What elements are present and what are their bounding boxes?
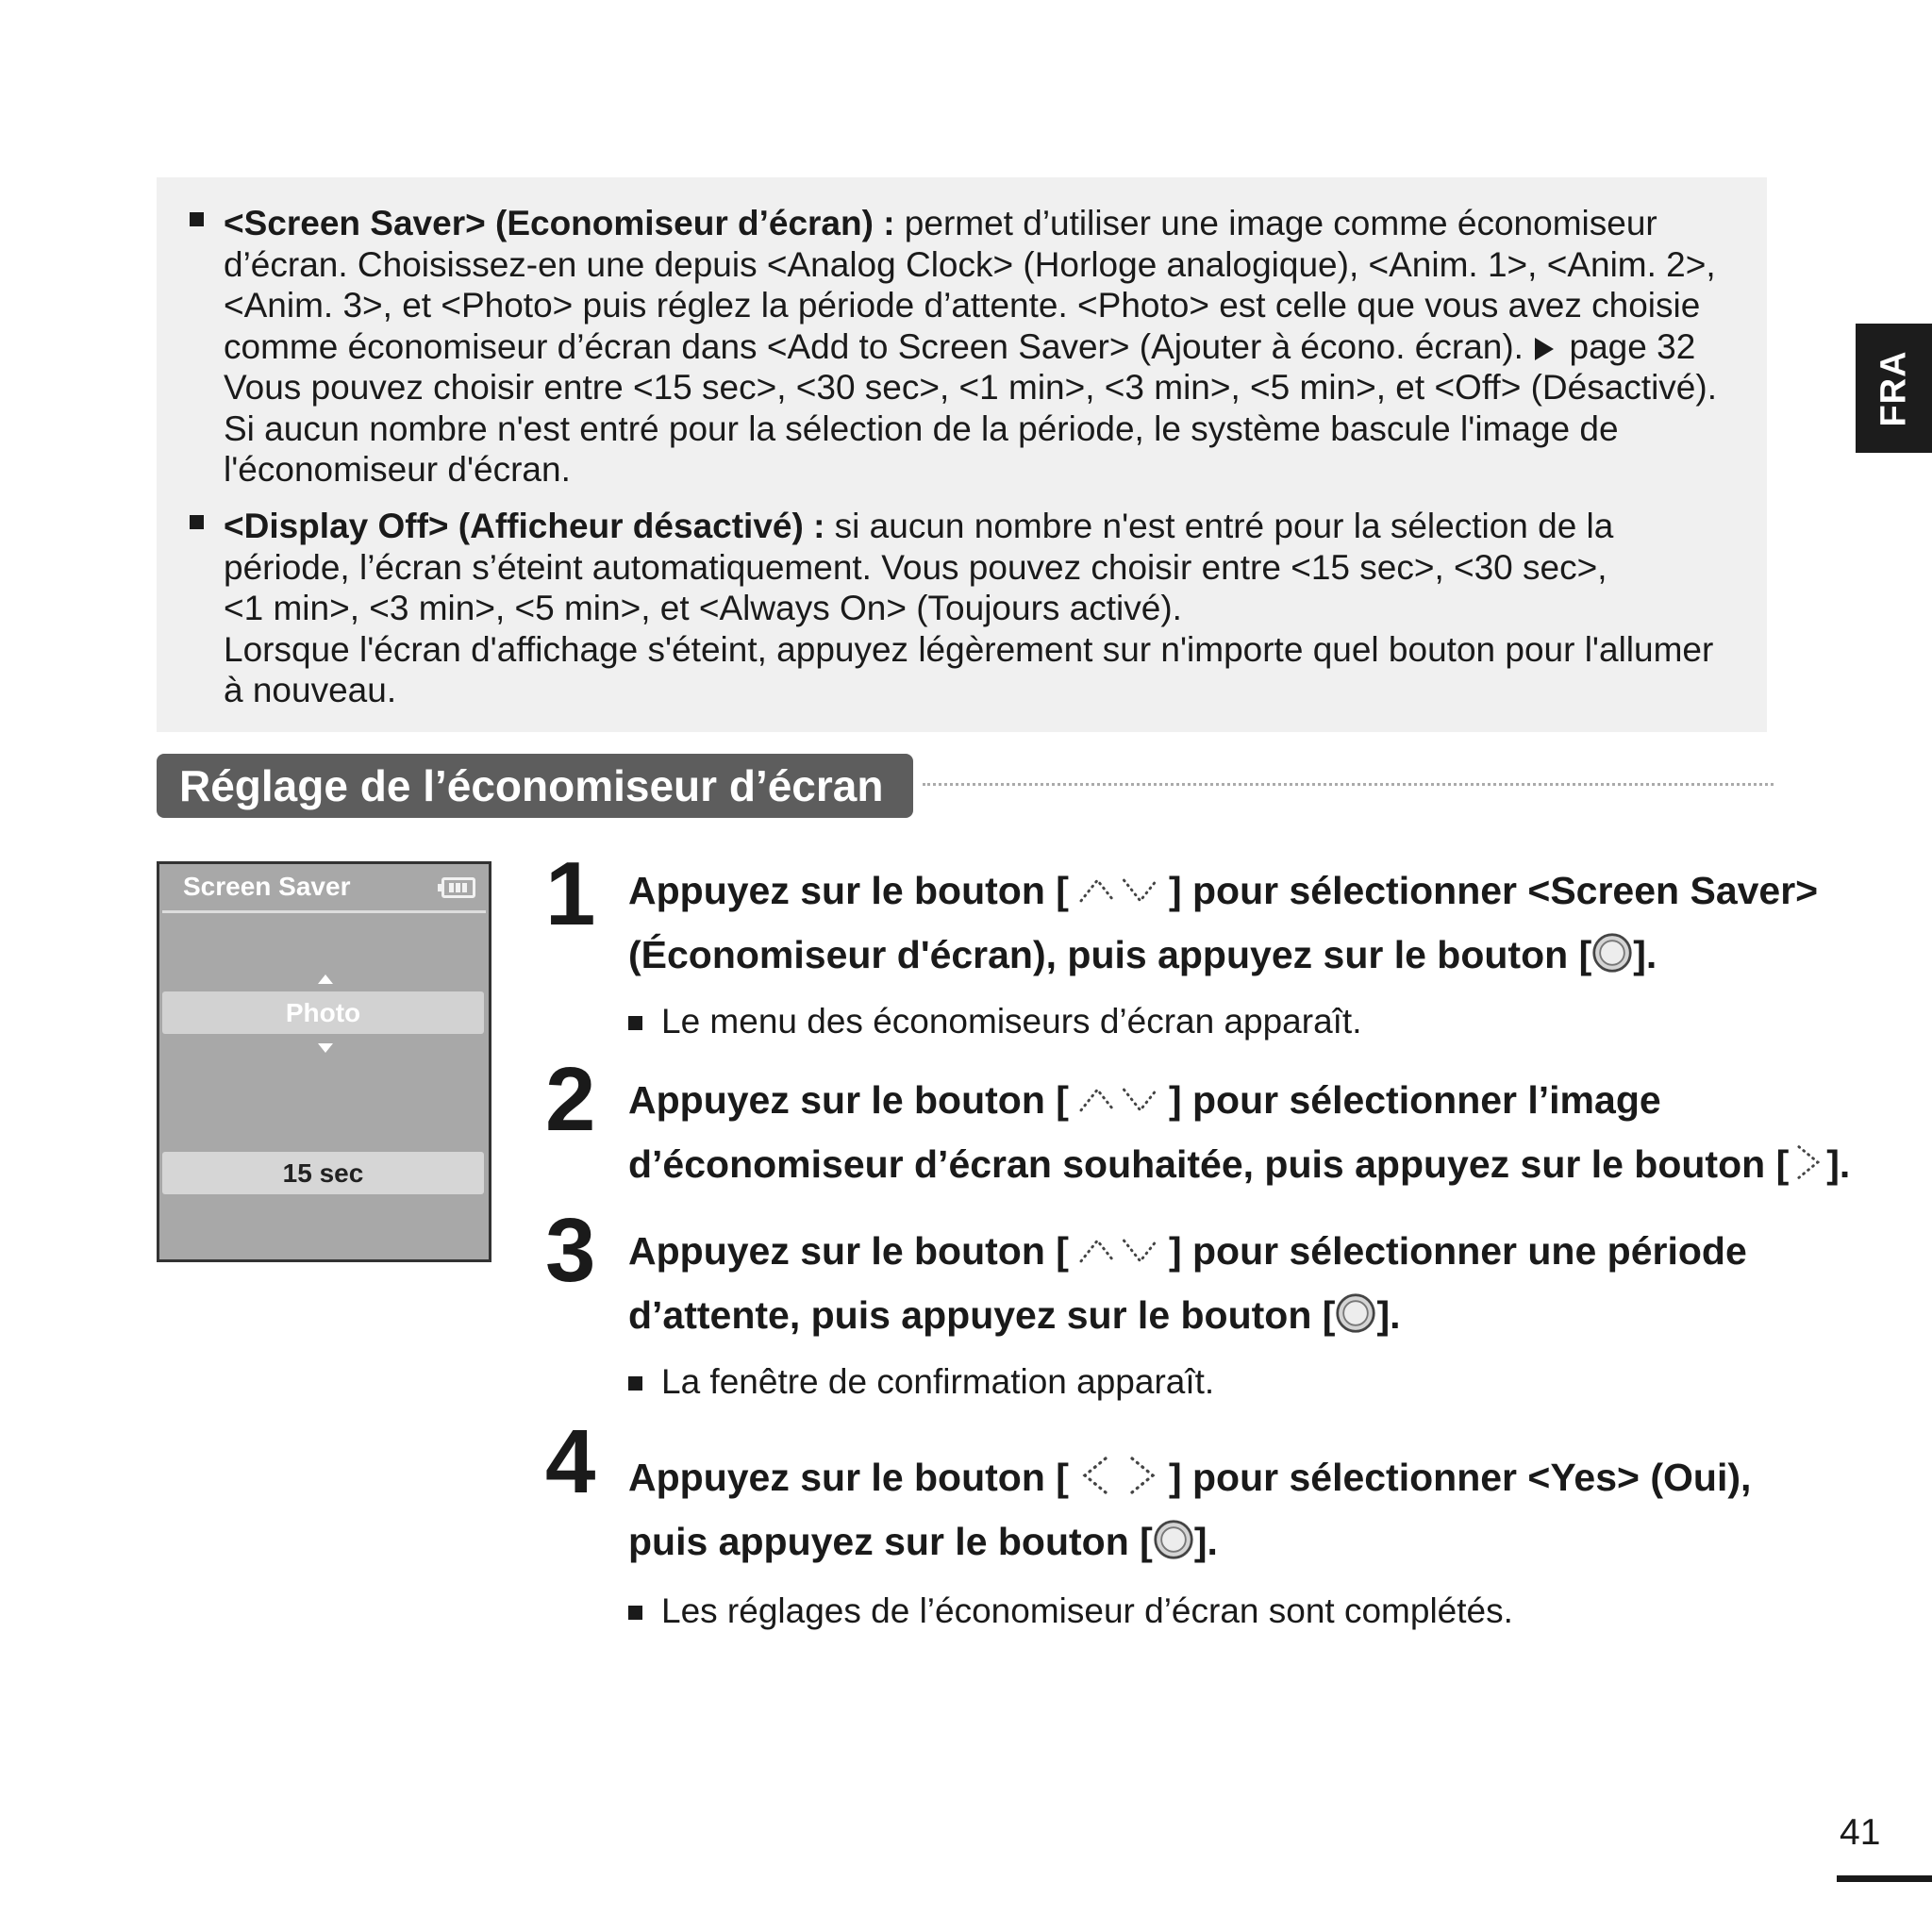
step-3-number: 3 bbox=[545, 1200, 596, 1301]
bullet-icon bbox=[190, 515, 204, 529]
right-button-icon bbox=[1789, 1141, 1826, 1183]
info-box bbox=[157, 177, 1767, 732]
step-2-text-line1: Appuyez sur le bouton [ ] pour sélectionner l’image bbox=[628, 1078, 1661, 1122]
battery-icon bbox=[441, 877, 475, 898]
step-3-text-line2: d’attente, puis appuyez sur le bouton [ ]. bbox=[628, 1293, 1401, 1337]
display-off-heading: <Display Off> (Afficheur désactivé) : bbox=[224, 507, 825, 545]
device-divider bbox=[162, 910, 486, 913]
step-4-number: 4 bbox=[545, 1411, 596, 1512]
page-reference-arrow-icon bbox=[1535, 338, 1554, 360]
step-1-note: Le menu des économiseurs d’écran apparaît. bbox=[628, 1001, 1362, 1042]
section-title: Réglage de l’économiseur d’écran bbox=[157, 754, 913, 818]
device-screen-title: Screen Saver bbox=[183, 872, 351, 901]
step-4-note: Les réglages de l’économiseur d’écran sont complétés. bbox=[628, 1591, 1513, 1632]
bullet-icon bbox=[190, 212, 204, 226]
step-1-text-line1: Appuyez sur le bouton [ ] pour sélectionner <Screen Saver> bbox=[628, 869, 1819, 912]
up-down-button-icon bbox=[1069, 1081, 1169, 1119]
step-2-number: 2 bbox=[545, 1049, 596, 1150]
select-button-icon bbox=[1153, 1519, 1194, 1560]
up-down-button-icon bbox=[1069, 1232, 1169, 1270]
bullet-icon bbox=[628, 1016, 642, 1030]
arrow-up-icon bbox=[318, 974, 333, 984]
page-rule bbox=[1837, 1875, 1932, 1882]
page-number: 41 bbox=[1840, 1812, 1881, 1853]
up-down-button-icon bbox=[1069, 872, 1169, 909]
left-right-button-icon bbox=[1069, 1455, 1169, 1496]
language-tab: FRA bbox=[1856, 324, 1932, 453]
step-4-text-line2: puis appuyez sur le bouton [ ]. bbox=[628, 1520, 1218, 1563]
bullet-icon bbox=[628, 1376, 642, 1391]
screen-saver-option: Photo bbox=[162, 991, 484, 1034]
dotted-divider bbox=[923, 783, 1774, 786]
page-reference: page 32 bbox=[1559, 326, 1696, 366]
step-1-text-line2: (Économiseur d'écran), puis appuyez sur le bouton [ ]. bbox=[628, 933, 1657, 976]
bullet-icon bbox=[628, 1606, 642, 1620]
step-3-note: La fenêtre de confirmation apparaît. bbox=[628, 1361, 1214, 1403]
screen-saver-heading: <Screen Saver> (Economiseur d’écran) : bbox=[224, 204, 895, 242]
select-button-icon bbox=[1591, 932, 1633, 974]
display-off-description: <Display Off> (Afficheur désactivé) : si aucun nombre n'est entré pour la sélection de la période, l’écran s’éteint automatiquement. Vous pouvez choisir entre <15 sec>, <30 sec>, <1 min>, <3 min>, <5 min>, et <Always On> (Toujours activé). Lorsque l'écran d'affichage s'éteint, appuyez légèrement sur n'importe quel bouton pour l'allumer à nouveau. bbox=[224, 506, 1748, 711]
select-button-icon bbox=[1335, 1292, 1376, 1334]
wait-time-option: 15 sec bbox=[162, 1152, 484, 1194]
screen-saver-description: <Screen Saver> (Economiseur d’écran) : permet d’utiliser une image comme économiseur d’écran. Choisissez-en une depuis <Analog Clock> (Horloge analogique), <Anim. 1>, <Anim. 2>, <Anim. 3>, et <Photo> puis réglez la période d’attente. <Photo> est celle que vous avez choisie comme économiseur d’écran dans <Add to Screen Saver> (Ajouter à écono. écran). page 32 Vous pouvez choisir entre <15 sec>, <30 sec>, <1 min>, <3 min>, <5 min>, et <Off> (Désactivé). Si aucun nombre n'est entré pour la sélection de la période, le système bascule l'image de l'économiseur d'écran. bbox=[224, 203, 1748, 491]
step-4-text-line1: Appuyez sur le bouton [ ] pour sélectionner <Yes> (Oui), bbox=[628, 1456, 1752, 1499]
step-2-text-line2: d’économiseur d’écran souhaitée, puis appuyez sur le bouton [ ]. bbox=[628, 1142, 1851, 1186]
step-1-number: 1 bbox=[545, 843, 596, 944]
device-screen bbox=[157, 861, 491, 1262]
step-3-text-line1: Appuyez sur le bouton [ ] pour sélectionner une période bbox=[628, 1229, 1747, 1273]
arrow-down-icon bbox=[318, 1043, 333, 1053]
